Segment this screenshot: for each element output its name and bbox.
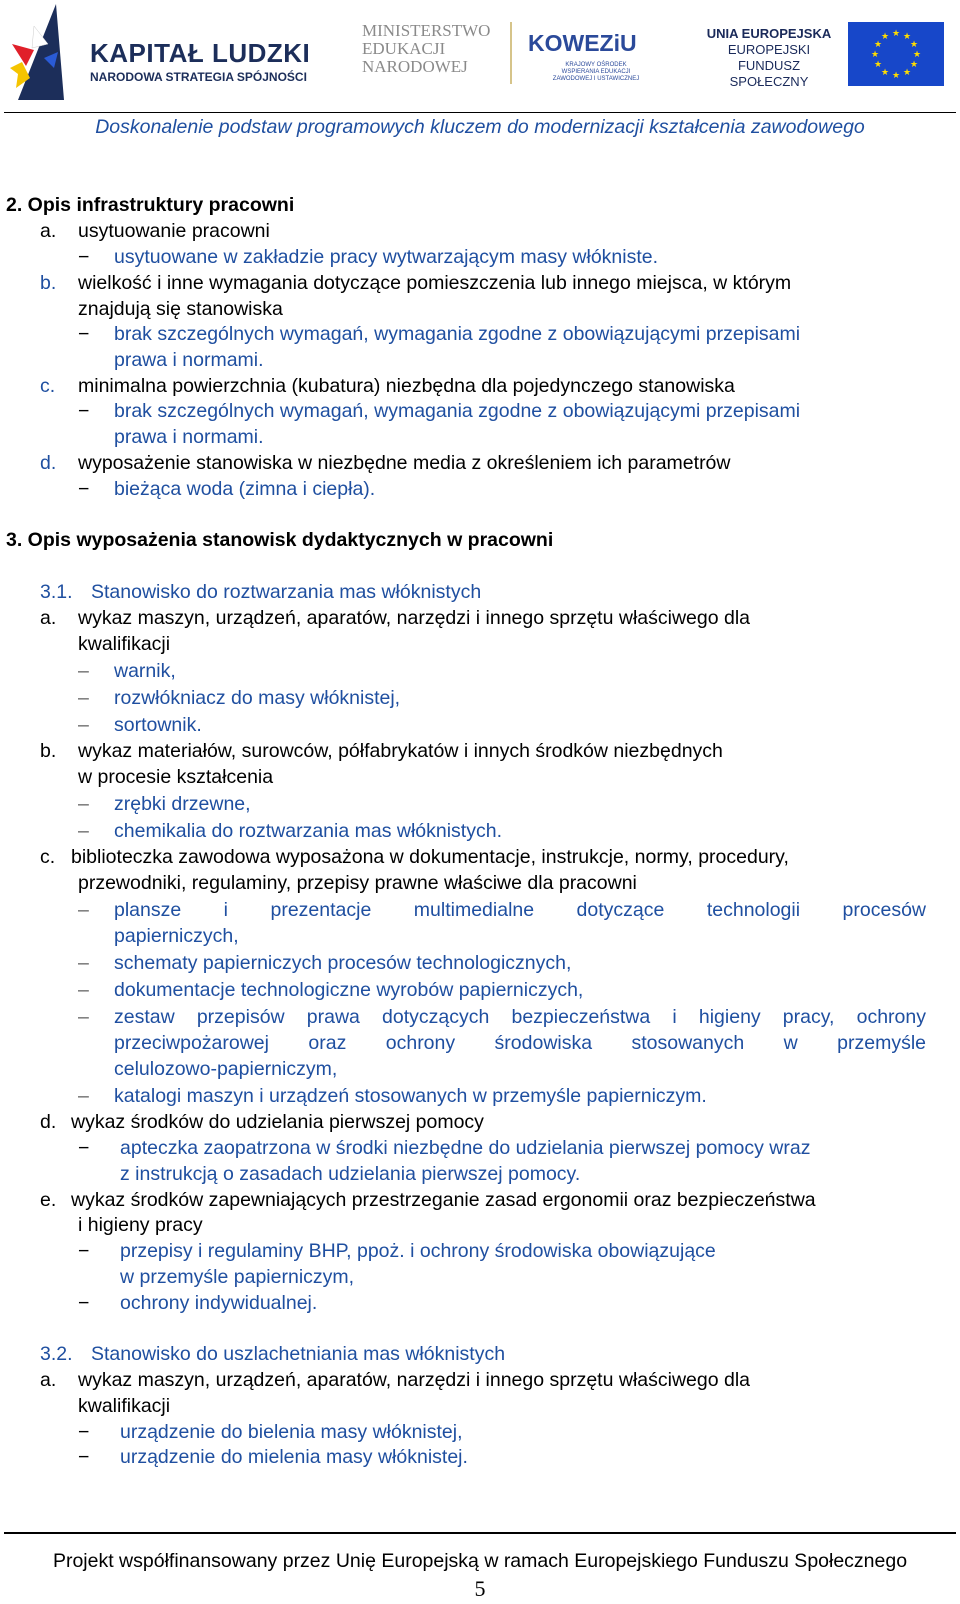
- s2-c-item-1: brak szczególnych wymagań, wymagania zgodne z obowiązującymi przepisami: [114, 400, 801, 422]
- s2-b-label: b.: [40, 272, 57, 294]
- dash-icon: –: [78, 952, 89, 974]
- ministerstwo-line-1: MINISTERSTWO: [362, 21, 491, 40]
- s3-a-text-2: kwalifikacji: [78, 633, 171, 655]
- s3-b-item-1: zrębki drzewne,: [114, 793, 251, 815]
- s3-c-text-2: przewodniki, regulaminy, przepisy prawne właściwe dla pracowni: [78, 872, 637, 894]
- s2-b-text-1: wielkość i inne wymagania dotyczące pomieszczenia lub innego miejsca, w którym: [78, 272, 792, 294]
- dash-icon: –: [78, 820, 89, 842]
- eu-flag-icon: [848, 22, 944, 86]
- dash-icon: –: [78, 793, 89, 815]
- dash-icon: −: [78, 1421, 90, 1443]
- dash-icon: −: [78, 478, 90, 500]
- s2-b-text-2: znajdują się stanowiska: [78, 298, 283, 320]
- svg-text:★: ★: [870, 50, 880, 60]
- koweziu-logo: [528, 22, 652, 82]
- s2-c-text: minimalna powierzchnia (kubatura) niezbędna dla pojedynczego stanowiska: [78, 375, 735, 397]
- dash-icon: −: [78, 1446, 90, 1468]
- s3-2-a-text-2: kwalifikacji: [78, 1395, 171, 1417]
- svg-text:★: ★: [902, 68, 912, 78]
- s3-b-item-2: chemikalia do roztwarzania mas włóknistych.: [114, 820, 502, 842]
- svg-text:★: ★: [909, 60, 919, 70]
- s2-c-label: c.: [40, 375, 56, 397]
- s3-e-item-2: ochrony indywidualnej.: [120, 1292, 318, 1314]
- eu-line-3: FUNDUSZ SPOŁECZNY: [729, 58, 809, 89]
- kapital-ludzki-emblem: [4, 4, 84, 100]
- s3-c-item-2: schematy papierniczych procesów technologicznych,: [114, 952, 572, 974]
- dash-icon: −: [78, 1292, 90, 1314]
- s3-c-item-4a: zestaw przepisów prawa dotyczących bezpieczeństwa i higieny pracy, ochrony: [114, 1006, 926, 1028]
- svg-text:★: ★: [880, 32, 890, 42]
- s3-d-text: wykaz środków do udzielania pierwszej pomocy: [71, 1111, 484, 1133]
- s3-2-a-item-1: urządzenie do bielenia masy włóknistej,: [120, 1421, 463, 1443]
- s3-b-text-1: wykaz materiałów, surowców, półfabrykatów i innych środków niezbędnych: [78, 740, 723, 762]
- dash-icon: −: [78, 400, 90, 422]
- ministerstwo-logo: [362, 22, 512, 84]
- kapital-ludzki-title: KAPITAŁ LUDZKI: [90, 38, 311, 68]
- dash-icon: –: [78, 660, 89, 682]
- koweziu-name: KOWEZiU: [528, 30, 637, 56]
- page-header: [0, 0, 960, 112]
- s3-d-label: d.: [40, 1111, 57, 1133]
- koweziu-subtitle: KRAJOWY OŚRODEK WSPIERANIA EDUKACJI ZAWODOWEJ I USTAWICZNEJ: [552, 62, 640, 82]
- page-number: 5: [474, 1576, 486, 1601]
- eu-text: [700, 26, 838, 90]
- dash-icon: –: [78, 1085, 89, 1107]
- s2-b-item-1: brak szczególnych wymagań, wymagania zgodne z obowiązującymi przepisami: [114, 323, 801, 345]
- svg-text:★: ★: [909, 40, 919, 50]
- svg-text:★: ★: [873, 60, 883, 70]
- s2-d-label: d.: [40, 452, 57, 474]
- s3-c-item-5: katalogi maszyn i urządzeń stosowanych w przemyśle papierniczym.: [114, 1085, 707, 1107]
- s3-c-item-4c: celulozowo-papierniczym,: [114, 1058, 338, 1080]
- s3-a-item-1: warnik,: [114, 660, 176, 682]
- s3-2-a-text-1: wykaz maszyn, urządzeń, aparatów, narzędzi i innego sprzętu właściwego dla: [78, 1369, 751, 1391]
- ministerstwo-line-2: EDUKACJI: [362, 39, 446, 58]
- s3-e-item-1a: przepisy i regulaminy BHP, ppoż. i ochrony środowiska obowiązujące: [120, 1240, 716, 1262]
- dash-icon: –: [78, 899, 89, 921]
- s2-a-item: usytuowane w zakładzie pracy wytwarzającym masy włókniste.: [114, 246, 659, 268]
- s3-2-title: Stanowisko do uszlachetniania mas włóknistych: [91, 1343, 506, 1365]
- s2-b-item-2: prawa i normami.: [114, 349, 264, 371]
- s3-2-number: 3.2.: [40, 1343, 73, 1365]
- s3-2-a-item-2: urządzenie do mielenia masy włóknistej.: [120, 1446, 468, 1468]
- s3-d-item-2: z instrukcją o zasadach udzielania pierwszej pomocy.: [120, 1163, 581, 1185]
- s3-e-text-1: wykaz środków zapewniających przestrzeganie zasad ergonomii oraz bezpieczeństwa: [71, 1189, 816, 1211]
- svg-text:★: ★: [912, 50, 922, 60]
- s3-c-text-1: biblioteczka zawodowa wyposażona w dokumentacje, instrukcje, normy, procedury,: [71, 846, 789, 868]
- section-2-title: 2. Opis infrastruktury pracowni: [6, 194, 295, 216]
- svg-text:★: ★: [891, 71, 901, 81]
- s3-e-item-1b: w przemyśle papierniczym,: [120, 1266, 355, 1288]
- eu-line-1: UNIA EUROPEJSKA: [706, 26, 832, 41]
- s3-c-label: c.: [40, 846, 56, 868]
- footer-divider: [4, 1532, 956, 1534]
- dash-icon: –: [78, 714, 89, 736]
- section-3-title: 3. Opis wyposażenia stanowisk dydaktycznych w pracowni: [6, 529, 554, 551]
- s3-c-item-4b: przeciwpożarowej oraz ochrony środowiska stosowanych w przemyśle: [114, 1032, 926, 1054]
- s2-c-item-2: prawa i normami.: [114, 426, 264, 448]
- s2-d-item: bieżąca woda (zimna i ciepła).: [114, 478, 376, 500]
- s3-a-label: a.: [40, 607, 57, 629]
- kapital-ludzki-subtitle: NARODOWA STRATEGIA SPÓJNOŚCI: [90, 70, 307, 84]
- svg-text:★: ★: [891, 29, 901, 39]
- s3-c-item-3: dokumentacje technologiczne wyrobów papierniczych,: [114, 979, 584, 1001]
- dash-icon: –: [78, 687, 89, 709]
- s3-b-text-2: w procesie kształcenia: [78, 766, 274, 788]
- s3-a-text-1: wykaz maszyn, urządzeń, aparatów, narzędzi i innego sprzętu właściwego dla: [78, 607, 751, 629]
- dash-icon: –: [78, 1006, 89, 1028]
- s3-e-label: e.: [40, 1189, 57, 1211]
- s3-b-label: b.: [40, 740, 57, 762]
- dash-icon: −: [78, 1137, 90, 1159]
- s3-c-item-1b: papierniczych,: [114, 925, 239, 947]
- kapital-ludzki-logo: [4, 4, 324, 104]
- s3-c-item-1a: plansze i prezentacje multimedialne dotyczące technologii procesów: [114, 899, 926, 921]
- s3-2-a-label: a.: [40, 1369, 57, 1391]
- svg-text:★: ★: [880, 68, 890, 78]
- s3-e-text-2: i higieny pracy: [78, 1214, 203, 1236]
- s2-a-label: a.: [40, 220, 57, 242]
- dash-icon: –: [78, 979, 89, 1001]
- header-divider: [4, 112, 956, 113]
- s3-a-item-2: rozwłókniacz do masy włóknistej,: [114, 687, 401, 709]
- dash-icon: −: [78, 246, 90, 268]
- s3-d-item-1: apteczka zaopatrzona w środki niezbędne do udzielania pierwszej pomocy wraz: [120, 1137, 811, 1159]
- s3-a-item-3: sortownik.: [114, 714, 202, 736]
- svg-text:★: ★: [902, 32, 912, 42]
- ministerstwo-line-3: NARODOWEJ: [362, 57, 468, 76]
- s3-1-title: Stanowisko do roztwarzania mas włóknistych: [91, 581, 482, 603]
- svg-text:★: ★: [873, 40, 883, 50]
- document-subtitle: Doskonalenie podstaw programowych kluczem do modernizacji kształcenia zawodowego: [95, 116, 865, 138]
- dash-icon: −: [78, 1240, 90, 1262]
- eu-logo: [700, 26, 948, 89]
- s3-1-number: 3.1.: [40, 581, 73, 603]
- footer-text: Projekt współfinansowany przez Unię Europejską w ramach Europejskiego Funduszu Społecznego: [52, 1550, 908, 1572]
- eu-line-2: EUROPEJSKI: [727, 42, 811, 57]
- s2-d-text: wyposażenie stanowiska w niezbędne media z określeniem ich parametrów: [78, 452, 731, 474]
- dash-icon: −: [78, 323, 90, 345]
- s2-a-text: usytuowanie pracowni: [78, 220, 270, 242]
